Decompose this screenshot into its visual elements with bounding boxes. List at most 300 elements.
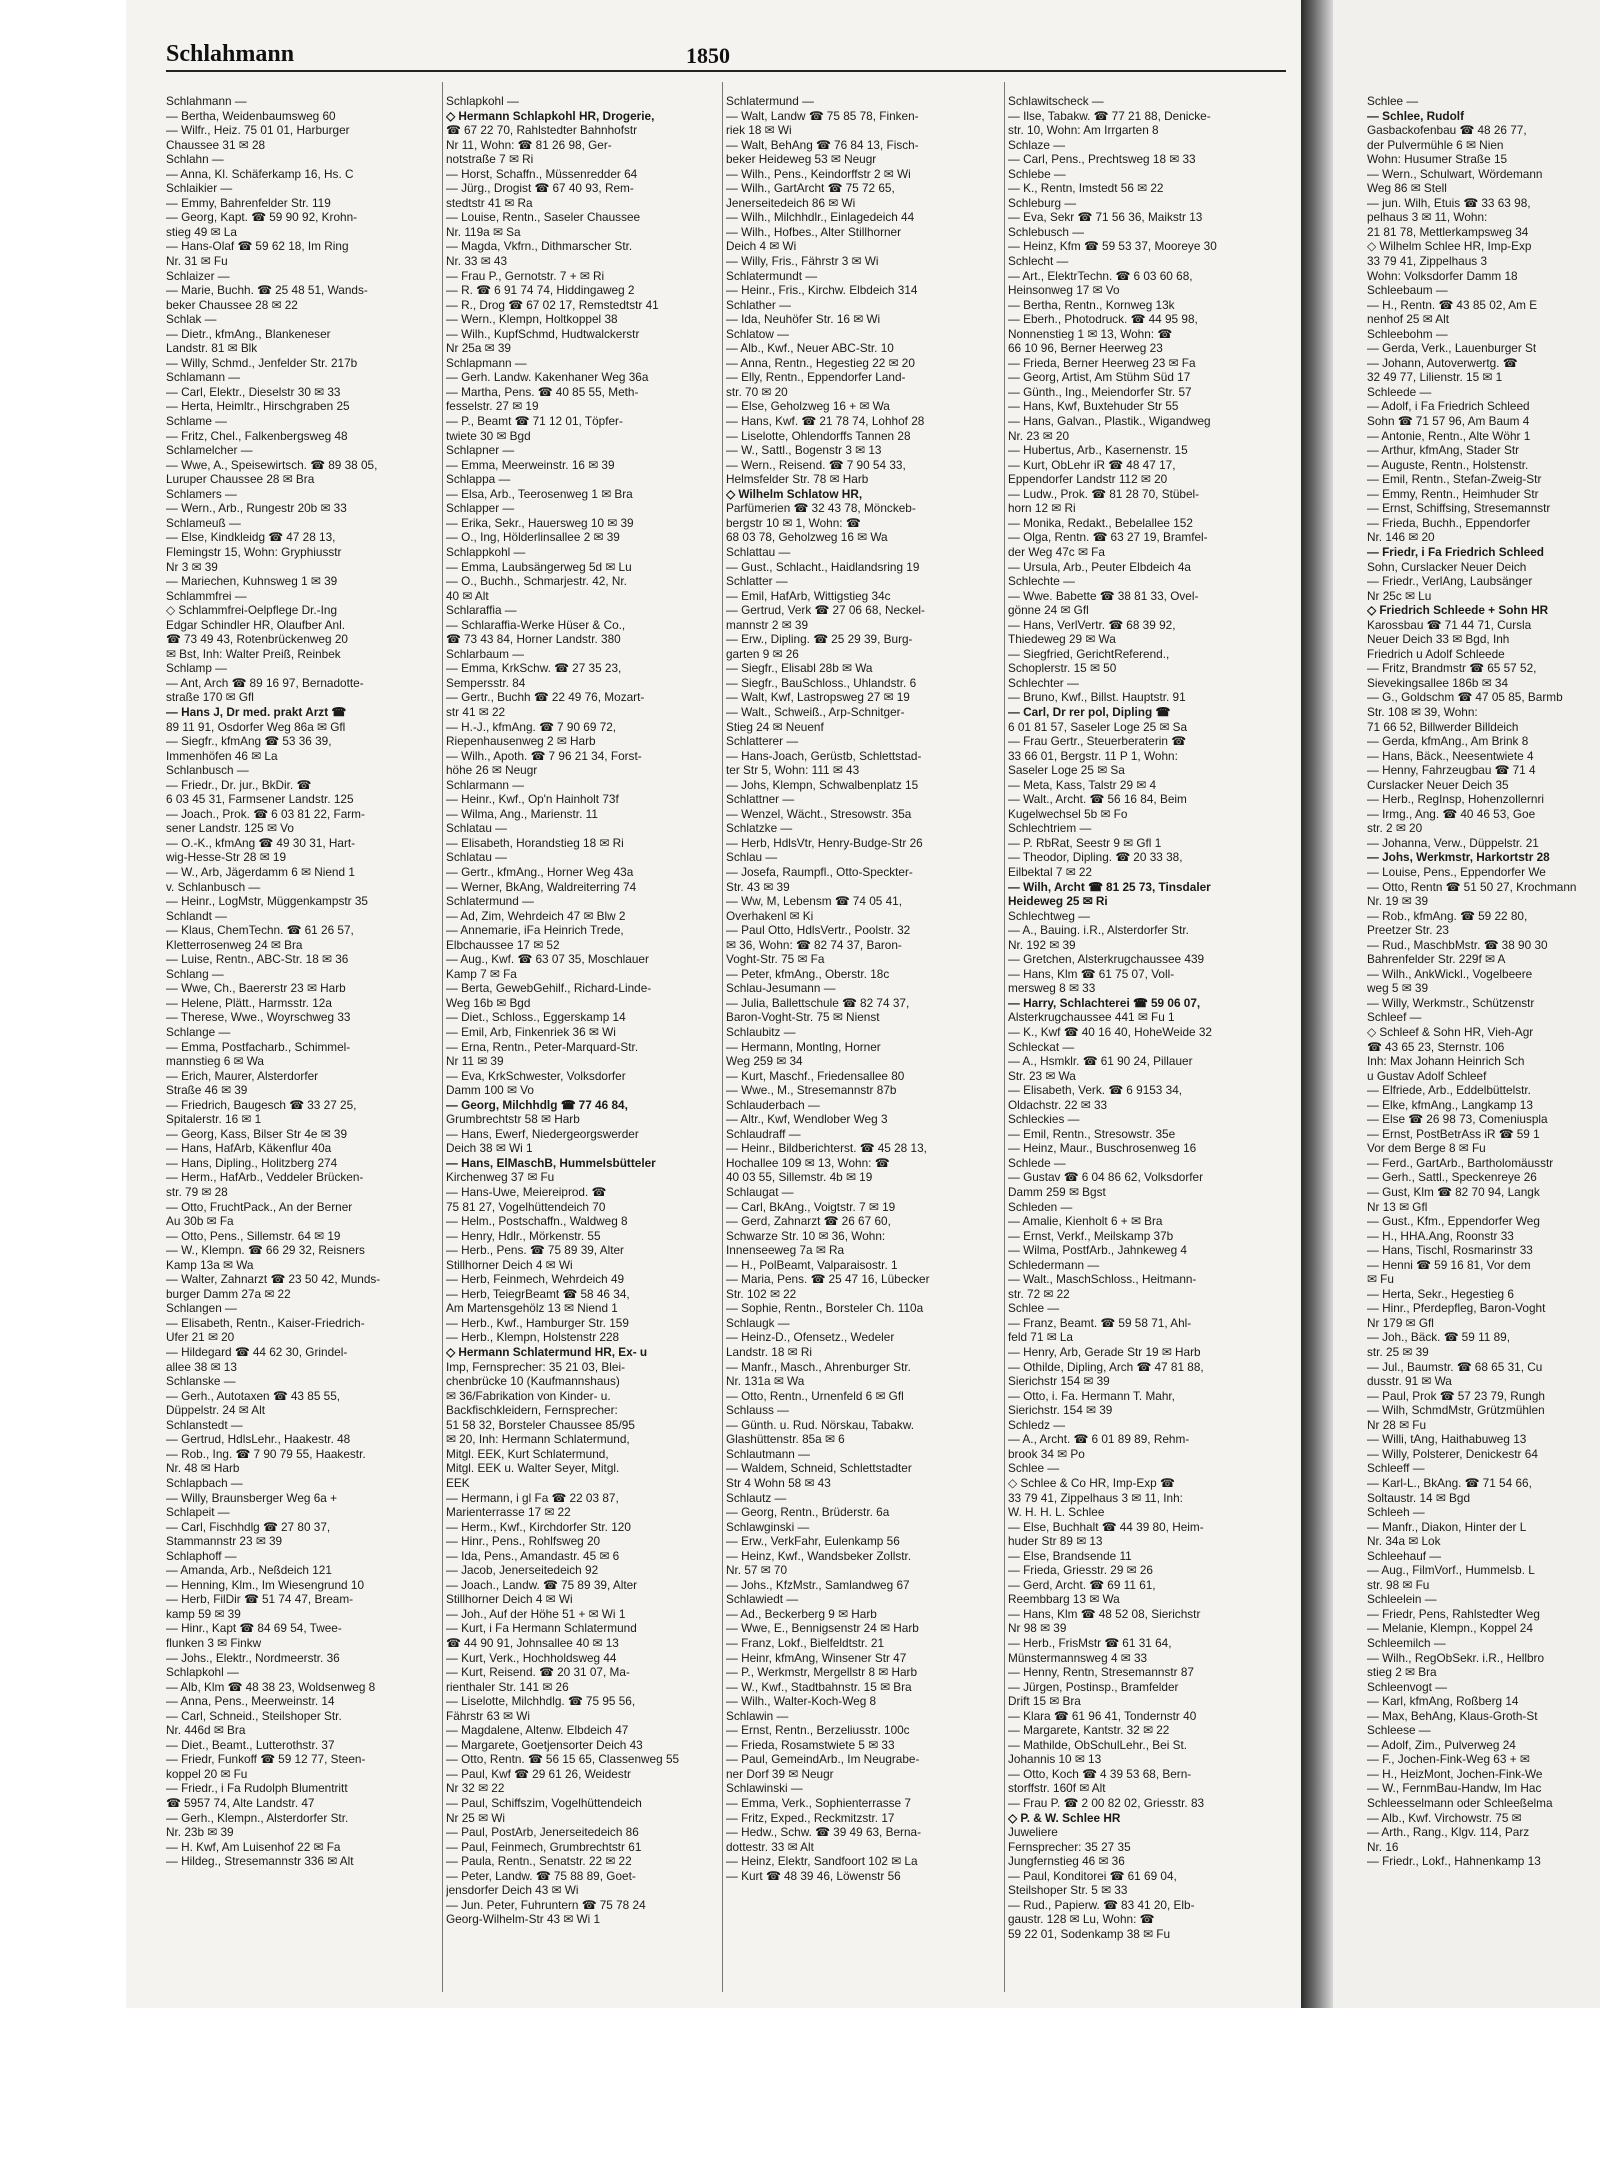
directory-entry: Vor dem Berge 8 ✉ Fu <box>1367 1141 1486 1156</box>
directory-entry: — Friedr, i Fa Friedrich Schleed <box>1367 544 1545 559</box>
directory-entry: — O., Buchh., Schmarjestr. 42, Nr. <box>446 574 627 589</box>
directory-entry: pelhaus 3 ✉ 11, Wohn: <box>1367 210 1488 225</box>
directory-entry: — Amanda, Arb., Neßdeich 121 <box>166 1563 332 1578</box>
directory-entry: — Franz, Lokf., Bielfeldtstr. 21 <box>726 1635 885 1650</box>
directory-entry: — Wilh, SchmdMstr, Grützmühlen <box>1367 1403 1545 1418</box>
directory-entry: — Olga, Rentn. ☎ 63 27 19, Bramfel- <box>1008 530 1208 545</box>
directory-entry: Preetzer Str. 23 <box>1367 923 1449 938</box>
directory-entry: Wohn: Husumer Straße 15 <box>1367 152 1508 167</box>
surname-heading: Schlautz — <box>726 1490 787 1505</box>
directory-entry: u Gustav Adolf Schleef <box>1367 1068 1487 1083</box>
directory-entry: Sierichstr. 154 ✉ 39 <box>1008 1403 1113 1418</box>
directory-entry: — Wwe. Babette ☎ 38 81 33, Ovel- <box>1008 588 1199 603</box>
directory-entry: ✉ 36/Fabrikation von Kinder- u. <box>446 1388 611 1403</box>
directory-entry: Nr. 23b ✉ 39 <box>166 1825 234 1840</box>
directory-entry: — Hans-Uwe, Meiereiprod. ☎ <box>446 1185 607 1200</box>
directory-entry: — Julia, Ballettschule ☎ 82 74 37, <box>726 995 910 1010</box>
directory-entry: — Hildegard ☎ 44 62 30, Grindel- <box>166 1345 348 1360</box>
directory-entry: — Else, Geholzweg 16 + ✉ Wa <box>726 399 890 414</box>
directory-entry: Nr. 131a ✉ Wa <box>726 1374 805 1389</box>
surname-heading: Schlatzke — <box>726 821 793 836</box>
surname-heading: Schlauderbach — <box>726 1097 820 1112</box>
directory-entry: — Eva, Sekr ☎ 71 56 36, Maikstr 13 <box>1008 210 1203 225</box>
directory-entry: — Wwe, E., Bennigsenstr 24 ✉ Harb <box>726 1621 919 1636</box>
directory-entry: Sievekingsallee 186b ✉ 34 <box>1367 675 1509 690</box>
directory-entry: — Walter, Zahnarzt ☎ 23 50 42, Munds- <box>166 1272 381 1287</box>
directory-entry: — Gust, Klm ☎ 82 70 94, Langk <box>1367 1185 1540 1200</box>
directory-entry: — Heinr, kfmAng, Winsener Str 47 <box>726 1650 907 1665</box>
surname-heading: Schlak — <box>166 312 217 327</box>
directory-entry: Kirchenweg 37 ✉ Fu <box>446 1170 555 1185</box>
directory-entry: horn 12 ✉ Ri <box>1008 501 1076 516</box>
directory-entry: 89 11 91, Osdorfer Weg 86a ✉ Gfl <box>166 719 346 734</box>
directory-entry: Flemingstr 15, Wohn: Gryphiusstr <box>166 544 342 559</box>
directory-entry: — Emmy, Rentn., Heimhuder Str <box>1367 486 1539 501</box>
directory-entry: der Pulvermühle 6 ✉ Nien <box>1367 137 1504 152</box>
directory-entry: 6 01 81 57, Saseler Loge 25 ✉ Sa <box>1008 719 1188 734</box>
directory-entry: Str 4 Wohn 58 ✉ 43 <box>726 1475 831 1490</box>
directory-entry: — Friedr., VerlAng, Laubsänger <box>1367 574 1533 589</box>
surname-heading: Schlanbusch — <box>166 763 249 778</box>
directory-entry: — Friedrich, Baugesch ☎ 33 27 25, <box>166 1097 357 1112</box>
directory-entry: ◇ Wilhelm Schlatow HR, <box>726 486 863 501</box>
directory-entry: — Elsa, Arb., Teerosenweg 1 ✉ Bra <box>446 486 633 501</box>
directory-entry: Mitgl. EEK u. Walter Seyer, Mitgl. <box>446 1461 620 1476</box>
directory-entry: str 41 ✉ 22 <box>446 704 506 719</box>
directory-entry: — Johs., Elektr., Nordmeerstr. 36 <box>166 1650 340 1665</box>
directory-entry: Straße 46 ✉ 39 <box>166 1083 248 1098</box>
directory-entry: — Mariechen, Kuhnsweg 1 ✉ 39 <box>166 574 338 589</box>
directory-entry: — Emil, Arb, Finkenriek 36 ✉ Wi <box>446 1025 616 1039</box>
directory-entry: ✉ 36, Wohn: ☎ 82 74 37, Baron- <box>726 937 902 952</box>
directory-entry: — Gertr., Buchh ☎ 22 49 76, Mozart- <box>446 690 645 705</box>
directory-entry: — Hans, HafArb, Käkenflur 40a <box>166 1141 332 1156</box>
directory-entry: — R. ☎ 6 91 74 74, Hiddingaweg 2 <box>446 283 635 298</box>
directory-entry: — Erna, Rentn., Peter-Marquard-Str. <box>446 1039 639 1054</box>
directory-entry: — Siegfr., BauSchloss., Uhlandstr. 6 <box>726 675 917 690</box>
surname-heading: Schlaikier — <box>166 181 233 196</box>
directory-entry: Au 30b ✉ Fa <box>166 1214 234 1229</box>
directory-entry: — Aug., Kwf. ☎ 63 07 35, Moschlauer <box>446 952 649 967</box>
directory-entry: — Peter, Landw. ☎ 75 88 89, Goet- <box>446 1868 636 1883</box>
directory-entry: gönne 24 ✉ Gfl <box>1008 603 1089 618</box>
directory-entry: — Rob., kfmAng. ☎ 59 22 80, <box>1367 908 1528 923</box>
directory-entry: — Kurt, ObLehr iR ☎ 48 47 17, <box>1008 457 1176 472</box>
directory-entry: — Heinz-D., Ofensetz., Wedeler <box>726 1330 895 1345</box>
directory-entry: Georg-Wilhelm-Str 43 ✉ Wi 1 <box>446 1912 601 1927</box>
directory-entry: Imp, Fernsprecher: 35 21 03, Blei- <box>446 1359 626 1374</box>
surname-heading: Schlatermund — <box>726 94 814 108</box>
directory-entry: — Rud., MaschbMstr. ☎ 38 90 30 <box>1367 937 1548 952</box>
directory-entry: — Joach., Landw. ☎ 75 89 39, Alter <box>446 1577 638 1592</box>
directory-entry: — Else, Brandsende 11 <box>1008 1548 1132 1563</box>
directory-entry: — Heinz, Maur., Buschrosenweg 16 <box>1008 1141 1197 1156</box>
surname-heading: Schlebusch — <box>1008 224 1085 239</box>
directory-entry: weg 5 ✉ 39 <box>1367 981 1429 996</box>
directory-entry: Drift 15 ✉ Bra <box>1008 1694 1081 1709</box>
directory-entry: Nr 13 ✉ Gfl <box>1367 1199 1428 1214</box>
column-divider <box>722 82 723 1992</box>
directory-entry: — Manfr., Masch., Ahrenburger Str. <box>726 1359 911 1374</box>
directory-entry: — H., HHA.Ang, Roonstr 33 <box>1367 1228 1514 1243</box>
directory-entry: rienthaler Str. 141 ✉ 26 <box>446 1679 569 1694</box>
directory-entry: sener Landstr. 125 ✉ Vo <box>166 821 294 836</box>
directory-entry: — Magda, Vkfrn., Dithmarscher Str. <box>446 239 633 254</box>
directory-entry: — Willy, Fris., Fährstr 3 ✉ Wi <box>726 254 879 269</box>
directory-entry: garten 9 ✉ 26 <box>726 646 799 661</box>
surname-heading: Schlaphoff — <box>166 1548 237 1563</box>
surname-heading: Schlappa — <box>446 472 511 487</box>
directory-entry: str. 2 ✉ 20 <box>1367 821 1423 836</box>
directory-entry: — Ww, M, Lebensm ☎ 74 05 41, <box>726 894 902 909</box>
surname-heading: Schlawginski — <box>726 1519 810 1534</box>
directory-entry: — Anna, Pens., Meerweinstr. 14 <box>166 1694 335 1709</box>
directory-entry: — Carl, Schneid., Steilshoper Str. <box>166 1708 342 1723</box>
directory-entry: — Henning, Klm., Im Wiesengrund 10 <box>166 1577 365 1592</box>
directory-entry: ☎ 73 49 43, Rotenbrückenweg 20 <box>166 632 348 647</box>
directory-entry: — Siegfr., kfmAng ☎ 53 36 39, <box>166 734 332 749</box>
directory-entry: — Joh., Auf der Höhe 51 + ✉ Wi 1 <box>446 1606 626 1621</box>
directory-entry: — jun. Wilh, Etuis ☎ 33 63 98, <box>1367 195 1531 210</box>
directory-entry: stieg 49 ✉ La <box>166 224 237 239</box>
surname-heading: Schleemilch — <box>1367 1635 1446 1650</box>
directory-entry: EEK <box>446 1475 470 1490</box>
directory-entry: burger Damm 27a ✉ 22 <box>166 1286 291 1301</box>
surname-heading: Schlechter — <box>1008 675 1079 690</box>
surname-heading: Schlamann — <box>166 370 241 385</box>
directory-entry: — Heinz, Elektr, Sandfoort 102 ✉ La <box>726 1854 918 1869</box>
directory-entry: Stieg 24 ✉ Neuenf <box>726 719 824 734</box>
directory-entry: — Josefa, Raumpfl., Otto-Speckter- <box>726 864 913 879</box>
directory-entry: Stillhorner Deich 4 ✉ Wi <box>446 1257 573 1272</box>
directory-entry: — Helm., Postschaffn., Waldweg 8 <box>446 1214 628 1229</box>
directory-entry: — Karl-L., BkAng. ☎ 71 54 66, <box>1367 1475 1532 1490</box>
directory-entry: — Heinr., Fris., Kirchw. Elbdeich 314 <box>726 283 918 298</box>
directory-entry: — Otto, Rentn., Urnenfeld 6 ✉ Gfl <box>726 1388 904 1403</box>
surname-heading: Schlaugat — <box>726 1185 794 1200</box>
directory-entry: — Willy, Braunsberger Weg 6a + <box>166 1490 338 1505</box>
header-rule <box>166 70 1286 72</box>
directory-entry: — Liselotte, Milchhdlg. ☎ 75 95 56, <box>446 1694 636 1709</box>
directory-entry: — Jul., Baumstr. ☎ 68 65 31, Cu <box>1367 1359 1543 1374</box>
directory-entry: Immenhöfen 46 ✉ La <box>166 748 278 763</box>
directory-entry: — Ernst, PostBetrAss iR ☎ 59 1 <box>1367 1126 1540 1141</box>
directory-entry: flunken 3 ✉ Finkw <box>166 1635 262 1650</box>
surname-heading: Schlangen — <box>166 1301 237 1316</box>
directory-entry: — Henry, Arb, Gerade Str 19 ✉ Harb <box>1008 1345 1201 1360</box>
surname-heading: Schlamp — <box>166 661 227 676</box>
directory-entry: — K., Rentn, Imstedt 56 ✉ 22 <box>1008 181 1164 196</box>
directory-entry: — Bruno, Kwf., Billst. Hauptstr. 91 <box>1008 690 1186 705</box>
directory-entry: bergstr 10 ✉ 1, Wohn: ☎ <box>726 515 861 530</box>
surname-heading: Schleckies — <box>1008 1112 1080 1127</box>
directory-entry: 71 66 52, Billwerder Billdeich <box>1367 719 1519 734</box>
directory-entry: beker Heideweg 53 ✉ Neugr <box>726 152 877 167</box>
directory-entry: Ufer 21 ✉ 20 <box>166 1330 235 1345</box>
surname-heading: Schlaraffia — <box>446 603 517 618</box>
directory-entry: — Johs, Klempn, Schwalbenplatz 15 <box>726 777 919 792</box>
directory-entry: — Wwe, A., Speisewirtsch. ☎ 89 38 05, <box>166 457 378 472</box>
directory-entry: — Emma, KrkSchw. ☎ 27 35 23, <box>446 661 622 676</box>
directory-entry: — Erw., Dipling. ☎ 25 29 39, Burg- <box>726 632 913 647</box>
directory-entry: — Ilse, Tabakw. ☎ 77 21 88, Denicke- <box>1008 108 1211 123</box>
directory-entry: — Paula, Rentn., Senatstr. 22 ✉ 22 <box>446 1854 632 1869</box>
directory-entry: — Ad., Beckerberg 9 ✉ Harb <box>726 1606 877 1621</box>
surname-heading: Schlandt — <box>166 908 227 923</box>
directory-entry: — Emma, Verk., Sophienterrasse 7 <box>726 1795 911 1810</box>
directory-entry: — Arth., Rang., Klgv. 114, Parz <box>1367 1825 1530 1840</box>
directory-entry: Str. 43 ✉ 39 <box>726 879 790 894</box>
surname-heading: Schlatermund — <box>446 894 534 909</box>
directory-entry: — Heinr., Kwf., Op'n Hainholt 73f <box>446 792 619 807</box>
directory-entry: Jungfernstieg 46 ✉ 36 <box>1008 1854 1125 1869</box>
directory-entry: — Gust., Kfm., Eppendorfer Weg <box>1367 1214 1540 1229</box>
surname-heading: Schleeff — <box>1367 1461 1425 1476</box>
directory-entry: — Bertha, Rentn., Kornweg 13k <box>1008 297 1175 312</box>
directory-entry: — Ida, Pens., Amandastr. 45 ✉ 6 <box>446 1548 620 1563</box>
directory-entry: — P., Werkmstr, Mergellstr 8 ✉ Harb <box>726 1665 918 1680</box>
directory-entry: höhe 26 ✉ Neugr <box>446 763 538 778</box>
directory-entry: ◇ Hermann Schlapkohl HR, Drogerie, <box>446 108 655 123</box>
directory-entry: — Horst, Schaffn., Müssenredder 64 <box>446 166 638 181</box>
directory-entry: str. 25 ✉ 39 <box>1367 1345 1429 1360</box>
directory-entry: — Erich, Maurer, Alsterdorfer <box>166 1068 319 1083</box>
directory-column-1 <box>166 94 441 1994</box>
directory-entry: — Otto, Pens., Sillemstr. 64 ✉ 19 <box>166 1228 341 1243</box>
directory-entry: — Diet., Schloss., Eggerskamp 14 <box>446 1010 626 1025</box>
directory-entry: allee 38 ✉ 13 <box>166 1359 237 1374</box>
directory-entry: — Wwe, Ch., Baererstr 23 ✉ Harb <box>166 981 346 996</box>
directory-entry: straße 170 ✉ Gfl <box>166 690 254 705</box>
directory-entry: — Wilh., RegObSekr. i.R., Hellbro <box>1367 1650 1545 1665</box>
surname-heading: Schlapkohl — <box>446 94 519 108</box>
directory-entry: — Hinr., Pens., Rohlfsweg 20 <box>446 1534 601 1549</box>
directory-entry: — Siegfr., Elisabl 28b ✉ Wa <box>726 661 873 676</box>
directory-entry: — Jun. Peter, Fuhruntern ☎ 75 78 24 <box>446 1897 646 1912</box>
directory-entry: — P. RbRat, Seestr 9 ✉ Gfl 1 <box>1008 835 1162 850</box>
directory-entry: — Meta, Kass, Talstr 29 ✉ 4 <box>1008 777 1157 792</box>
directory-entry: — Friedr., i Fa Rudolph Blumentritt <box>166 1781 348 1796</box>
directory-entry: — Otto, Koch ☎ 4 39 53 68, Bern- <box>1008 1766 1192 1781</box>
directory-entry: — Eberh., Photodruck. ☎ 44 95 98, <box>1008 312 1198 327</box>
directory-entry: ◇ Hermann Schlatermund HR, Ex- u <box>446 1345 648 1360</box>
directory-entry: 68 03 78, Geholzweg 16 ✉ Wa <box>726 530 888 545</box>
directory-entry: — Johanna, Verw., Düppelstr. 21 <box>1367 835 1539 850</box>
directory-entry: Nr 11 ✉ 39 <box>446 1054 504 1069</box>
directory-entry: — Frieda, Buchh., Eppendorfer <box>1367 515 1531 530</box>
directory-entry: — Gretchen, Alsterkrugchaussee 439 <box>1008 952 1205 967</box>
directory-entry: — Wern., Klempn, Holtkoppel 38 <box>446 312 618 327</box>
directory-entry: — K., Kwf ☎ 40 16 40, HoheWeide 32 <box>1008 1025 1212 1039</box>
directory-entry: — Günth., Ing., Meiendorfer Str. 57 <box>1008 384 1192 399</box>
directory-entry: — Waldem, Schneid, Schlettstadter <box>726 1461 912 1476</box>
directory-entry: — Gust., Schlacht., Haidlandsring 19 <box>726 559 920 574</box>
directory-entry: Kamp 13a ✉ Wa <box>166 1257 254 1272</box>
directory-entry: Saseler Loge 25 ✉ Sa <box>1008 763 1125 778</box>
directory-entry: — Kurt, Reisend. ☎ 20 31 07, Ma- <box>446 1665 630 1680</box>
directory-entry: — Irmg., Ang. ☎ 40 46 53, Goe <box>1367 806 1536 821</box>
directory-entry: — Gerh., Klempn., Alsterdorfer Str. <box>166 1810 349 1825</box>
directory-entry: — Anna, Rentn., Hegestieg 22 ✉ 20 <box>726 355 915 370</box>
directory-entry: Heideweg 25 ✉ Ri <box>1008 894 1108 909</box>
directory-entry: — Elly, Rentn., Eppendorfer Land- <box>726 370 906 385</box>
directory-entry: — Carl, Pens., Prechtsweg 18 ✉ 33 <box>1008 152 1196 167</box>
surname-heading: Schlatau — <box>446 850 507 865</box>
surname-heading: Schleenvogt — <box>1367 1679 1448 1694</box>
directory-entry: Nr 25a ✉ 39 <box>446 341 511 356</box>
directory-entry: Marienterrasse 17 ✉ 22 <box>446 1505 571 1520</box>
directory-entry: — Margarete, Kantstr. 32 ✉ 22 <box>1008 1723 1170 1738</box>
surname-heading: Schlatau — <box>446 821 507 836</box>
surname-heading: Schlamers — <box>166 486 237 501</box>
directory-entry: — Hans, Dipling., Holitzberg 274 <box>166 1155 338 1170</box>
directory-entry: Münstermannsweg 4 ✉ 33 <box>1008 1650 1148 1665</box>
surname-heading: Schlee — <box>1367 94 1419 108</box>
directory-entry: Stammannstr 23 ✉ 39 <box>166 1534 283 1549</box>
directory-entry: — Hans, Kwf, Buxtehuder Str 55 <box>1008 399 1179 414</box>
directory-entry: — Wilh., Hofbes., Alter Stillhorner <box>726 224 902 239</box>
surname-heading: Schlange — <box>166 1025 231 1039</box>
directory-entry: Parfümerien ☎ 32 43 78, Mönckeb- <box>726 501 916 516</box>
directory-entry: — Gustav ☎ 6 04 86 62, Volksdorfer <box>1008 1170 1204 1185</box>
directory-entry: Nr 98 ✉ 39 <box>1008 1621 1067 1636</box>
directory-entry: — Margarete, Goetjensorter Deich 43 <box>446 1737 643 1752</box>
directory-entry: beker Chaussee 28 ✉ 22 <box>166 297 298 312</box>
directory-entry: — Wilh., GartArcht ☎ 75 72 65, <box>726 181 895 196</box>
directory-entry: ☎ 43 65 23, Sternstr. 106 <box>1367 1039 1505 1054</box>
directory-entry: — Rob., Ing. ☎ 7 90 79 55, Haakestr. <box>166 1446 366 1461</box>
directory-entry: — Elisabeth, Horandstieg 18 ✉ Ri <box>446 835 624 850</box>
directory-entry: — Heinr., Bildberichterst. ☎ 45 28 13, <box>726 1141 927 1156</box>
directory-entry: Luruper Chaussee 28 ✉ Bra <box>166 472 315 487</box>
directory-entry: — Herb., Pens. ☎ 75 89 39, Alter <box>446 1243 624 1258</box>
directory-entry: — Wilh., Walter-Koch-Weg 8 <box>726 1694 877 1709</box>
directory-entry: — Carl, Dr rer pol, Dipling ☎ <box>1008 704 1171 719</box>
directory-entry: Eilbektal 7 ✉ 22 <box>1008 864 1092 879</box>
directory-entry: Am Martensgehölz 13 ✉ Niend 1 <box>446 1301 618 1316</box>
directory-entry: Voght-Str. 75 ✉ Fa <box>726 952 825 967</box>
directory-entry: — Gerd, Archt. ☎ 69 11 61, <box>1008 1577 1156 1592</box>
surname-heading: Schlaudraff — <box>726 1126 801 1141</box>
directory-entry: — Hans-Olaf ☎ 59 62 18, Im Ring <box>166 239 349 254</box>
directory-entry: ◇ P. & W. Schlee HR <box>1008 1810 1121 1825</box>
directory-entry: Oldachstr. 22 ✉ 33 <box>1008 1097 1108 1112</box>
directory-entry: — Marie, Buchh. ☎ 25 48 51, Wands- <box>166 283 368 298</box>
directory-entry: wig-Hesse-Str 28 ✉ 19 <box>166 850 287 865</box>
directory-entry: — Henni ☎ 59 16 81, Vor dem <box>1367 1257 1531 1272</box>
directory-entry: — F., Jochen-Fink-Weg 63 + ✉ <box>1367 1752 1530 1767</box>
directory-entry: Damm 259 ✉ Bgst <box>1008 1185 1106 1200</box>
directory-entry: Eppendorfer Landstr 112 ✉ 20 <box>1008 472 1168 487</box>
directory-entry: — Emma, Postfacharb., Schimmel- <box>166 1039 351 1054</box>
directory-entry: — Paul, Prok ☎ 57 23 79, Rungh <box>1367 1388 1545 1403</box>
directory-entry: — Paul, PostArb, Jenerseitedeich 86 <box>446 1825 639 1840</box>
directory-entry: 75 81 27, Vogelhüttendeich 70 <box>446 1199 606 1214</box>
directory-entry: Düppelstr. 24 ✉ Alt <box>166 1403 266 1418</box>
directory-entry: — Sophie, Rentn., Borsteler Ch. 110a <box>726 1301 924 1316</box>
directory-page <box>126 0 1301 2008</box>
directory-entry: — Martha, Pens. ☎ 40 85 55, Meth- <box>446 384 639 399</box>
directory-entry: — Heinz, Kfm ☎ 59 53 37, Mooreye 30 <box>1008 239 1217 254</box>
directory-entry: koppel 20 ✉ Fu <box>166 1766 248 1781</box>
directory-entry: — Johs, Werkmstr, Harkortstr 28 <box>1367 850 1550 865</box>
directory-entry: — Herm., HafArb., Veddeler Brücken- <box>166 1170 364 1185</box>
directory-entry: — Heinr., LogMstr, Müggenkampstr 35 <box>166 894 368 909</box>
surname-heading: Schlawitscheck — <box>1008 94 1104 108</box>
directory-entry: — Otto, FruchtPack., An der Berner <box>166 1199 353 1214</box>
directory-entry: der Weg 47c ✉ Fa <box>1008 544 1105 559</box>
directory-entry: — Friedr, Funkoff ☎ 59 12 77, Steen- <box>166 1752 366 1767</box>
directory-entry: — Jacob, Jenerseitedeich 92 <box>446 1563 599 1578</box>
directory-entry: Thiedeweg 29 ✉ Wa <box>1008 632 1116 647</box>
surname-heading: Schlawiedt — <box>726 1592 799 1607</box>
directory-entry: — Herb., Klempn, Holstenstr 228 <box>446 1330 620 1345</box>
directory-entry: — Else, Kindkleidg ☎ 47 28 13, <box>166 530 336 545</box>
directory-entry: — Johann, Autoverwertg. ☎ <box>1367 355 1518 370</box>
directory-entry: — Auguste, Rentn., Holstenstr. <box>1367 457 1529 472</box>
directory-entry: Nr. 33 ✉ 43 <box>446 254 508 269</box>
directory-entry: — Emma, Meerweinstr. 16 ✉ 39 <box>446 457 615 472</box>
directory-entry: — Ad, Zim, Wehrdeich 47 ✉ Blw 2 <box>446 908 626 923</box>
directory-entry: — Gertr., kfmAng., Horner Weg 43a <box>446 864 634 879</box>
directory-entry: ✉ Bst, Inh: Walter Preiß, Reinbek <box>166 646 341 661</box>
directory-entry: — Gertrud, Verk ☎ 27 06 68, Neckel- <box>726 603 925 618</box>
directory-entry: ✉ 20, Inh: Hermann Schlatermund, <box>446 1432 630 1447</box>
directory-entry: — Friedr, Pens, Rahlstedter Weg <box>1367 1606 1540 1621</box>
directory-entry: Sempersstr. 84 <box>446 675 526 690</box>
directory-entry: — Dietr., kfmAng., Blankeneser <box>166 326 331 341</box>
directory-entry: — Heinz, Kwf., Wandsbeker Zollstr. <box>726 1548 912 1563</box>
directory-entry: ◇ Schlammfrei-Oelpflege Dr.-Ing <box>166 603 338 618</box>
directory-entry: — Gerd, Zahnarzt ☎ 26 67 60, <box>726 1214 891 1229</box>
directory-entry: — Louise, Rentn., Saseler Chaussee <box>446 210 641 225</box>
directory-entry: — Hans, ElMaschB, Hummelsbütteler <box>446 1155 656 1170</box>
directory-entry: str. 72 ✉ 22 <box>1008 1286 1070 1301</box>
surname-heading: Schlappkohl — <box>446 544 526 559</box>
directory-entry: — Emmy, Bahrenfelder Str. 119 <box>166 195 331 210</box>
directory-entry: — Antonie, Rentn., Alte Wöhr 1 <box>1367 428 1531 443</box>
directory-entry: — Paul, Konditorei ☎ 61 69 04, <box>1008 1868 1177 1883</box>
surname-heading: Schleesselmann oder Schleeßelma <box>1367 1795 1553 1810</box>
directory-entry: str. 98 ✉ Fu <box>1367 1577 1430 1592</box>
directory-entry: Nr 25c ✉ Lu <box>1367 588 1432 603</box>
directory-entry: — Wern., Arb., Rungestr 20b ✉ 33 <box>166 501 347 516</box>
directory-entry: Wohn: Volksdorfer Damm 18 <box>1367 268 1518 283</box>
directory-entry: Fährstr 63 ✉ Wi <box>446 1708 530 1723</box>
directory-entry: Nr. 446d ✉ Bra <box>166 1723 246 1738</box>
directory-entry: stedtstr 41 ✉ Ra <box>446 195 533 210</box>
surname-heading: Schlarbaum — <box>446 646 525 661</box>
directory-entry: 33 66 01, Bergstr. 11 P 1, Wohn: <box>1008 748 1178 763</box>
directory-entry: — Diet., Beamt., Lutterothstr. 37 <box>166 1737 335 1752</box>
directory-entry: — Maria, Pens. ☎ 25 47 16, Lübecker <box>726 1272 930 1287</box>
directory-entry: notstraße 7 ✉ Ri <box>446 152 534 167</box>
directory-entry: Stillhorner Deich 4 ✉ Wi <box>446 1592 573 1607</box>
directory-entry: — Gerh. Landw. Kakenhaner Weg 36a <box>446 370 649 385</box>
directory-entry: nenhof 25 ✉ Alt <box>1367 312 1450 327</box>
directory-entry: — Wilh., AnkWickl., Vogelbeere <box>1367 966 1533 981</box>
directory-entry: 33 79 41, Zippelhaus 3 <box>1367 254 1488 269</box>
directory-entry: — Schlee, Rudolf <box>1367 108 1465 123</box>
directory-entry: Nr. 48 ✉ Harb <box>166 1461 240 1476</box>
directory-entry: Weg 16b ✉ Bgd <box>446 995 531 1010</box>
directory-entry: Grumbrechtstr 58 ✉ Harb <box>446 1112 580 1127</box>
surname-heading: Schlamelcher — <box>166 443 253 458</box>
directory-entry: — Gerh., Sattl., Speckenreye 26 <box>1367 1170 1537 1185</box>
directory-entry: — Anna, Kl. Schäferkamp 16, Hs. C <box>166 166 354 181</box>
directory-entry: Str. 23 ✉ Wa <box>1008 1068 1076 1083</box>
directory-entry: ◇ Schlee & Co HR, Imp-Exp ☎ <box>1008 1475 1175 1490</box>
